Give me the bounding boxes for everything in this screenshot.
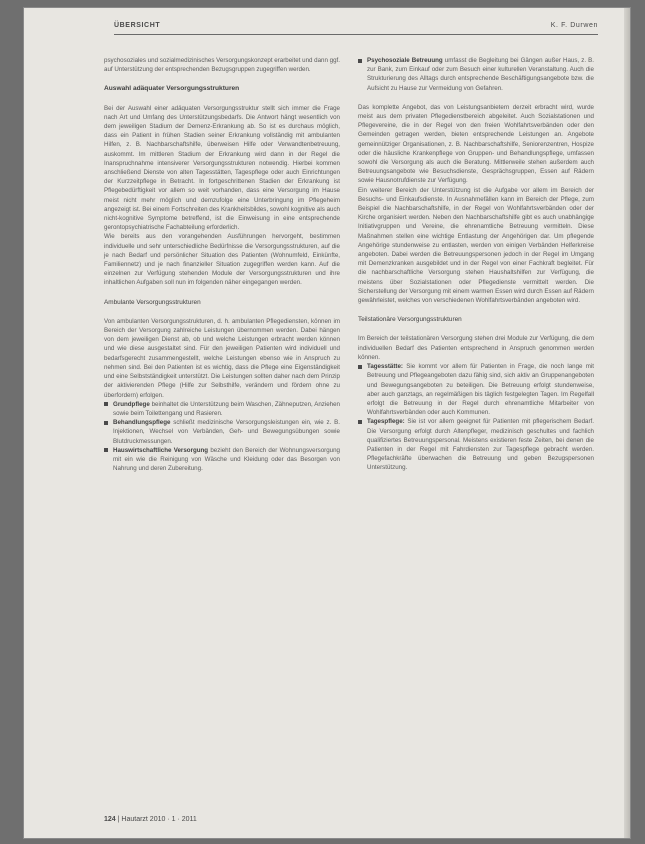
bullet-term: Psychosoziale Betreuung <box>367 57 443 64</box>
body-paragraph: Bei der Auswahl einer adäquaten Versorgungsstruktur stellt sich immer die Frage nach Art und Umfang des Unterstützungsbedarfs. Die Antwort hängt wesentlich von dem jeweiligen Stadium der Demenz-Erkrankung ab. So ist es durchaus möglich, dass ein Patient in frühen Stadien seiner Erkrankung vollständig mit ambulanten Hilfen, z. B. Nachbarschaftshilfe, überweisen Hilfe oder Verwandtenbetreuung, auskommt. Im mittleren Stadium der Erkrankung wird dann in der Regel die Inanspruchnahme intensiverer Versorgungsstrukturen notwendig. Hierbei kommen anschließend Dienste von alten Tagesstätten, Tagespflege oder auch Einrichtungen der Kurzzeitpflege in Betracht. In fortgeschrittenen Stadien der Erkrankung ist Pflegebedürftigkeit vor allem so weit vorhanden, dass eine Versorgung im Hause meist nicht mehr möglich und demzufolge eine Unterbringung im Pflegeheim angezeigt ist. Bei einem Fortschreiten des Krankheitsbildes, sowohl kognitive als auch nicht-kognitive Symptome betreffend, ist die Einweisung in eine entsprechende gerontopsychiatrische Fachabteilung erforderlich. <box>104 104 340 232</box>
bullet-square-icon <box>358 365 362 369</box>
author-label: K. F. Durwen <box>550 22 598 29</box>
bullet-term: Hauswirtschaftliche Versorgung <box>113 446 209 454</box>
subsection-heading: Ambulante Versorgungsstrukturen <box>104 298 201 306</box>
list-item <box>104 446 340 474</box>
bullet-square-icon <box>104 448 108 452</box>
left-column <box>104 56 340 473</box>
bullet-term: Tagespflege: <box>367 418 405 426</box>
page-footer: 124 | Hautarzt 2010 · 1 · 2011 <box>104 816 197 823</box>
list-item <box>104 400 340 418</box>
right-column <box>358 56 594 473</box>
list-item <box>358 362 594 417</box>
subsection-heading: Teilstationäre Versorgungsstrukturen <box>358 316 462 324</box>
journal-name: Hautarzt 2010 · 1 · 2011 <box>121 816 197 823</box>
bullet-text: schließt medizinische Versorgungsleistungen ein, wie z. B. Injektionen, Wechsel von Verbänden, Geh- und Bewegungsübungen sowie Blutdruckmessungen. <box>113 419 340 445</box>
section-label: ÜBERSICHT <box>114 22 161 29</box>
bullet-square-icon <box>358 59 362 63</box>
bullet-text: Sie ist vor allem geeignet für Patienten mit pflegerischem Bedarf. Die Versorgung erfolgt durch Altenpfleger, medizinisch geschultes und fachlich qualifiziertes Betreuungspersonal. Meistens existieren feste Zeiten, bei denen die Patienten in der Regel mit Fahrdiensten zur Tagespflege gebracht werden. Pflegefachkräfte überwachen die Betreuung und geben Bezugspersonen Unterstützung. <box>367 418 594 472</box>
section-heading: Auswahl adäquater Versorgungsstrukturen <box>104 85 240 93</box>
bullet-square-icon <box>358 420 362 424</box>
bullet-list <box>358 56 594 93</box>
intro-paragraph: psychosoziales und sozialmedizinisches Versorgungskonzept erarbeitet und dann ggf. auf Unterstützung der entsprechenden Bezugsgruppen zugegriffen werden. <box>104 57 340 74</box>
bullet-text: bezieht den Bereich der Wohnungsversorgung mit ein wie die Reinigung von Wäsche und Kleidung oder das Besorgen von Nahrung und deren Zubereitung. <box>113 446 340 473</box>
body-paragraph: Im Bereich der teilstationären Versorgung stehen drei Module zur Verfügung, die dem individuellen Bedarf des Patienten entsprechend in Anspruch genommen werden können. <box>358 335 594 361</box>
body-paragraph: Von ambulanten Versorgungsstrukturen, d. h. ambulanten Pflegediensten, können im Bereich der Versorgung zahlreiche Leistungen übernommen werden. Dabei hängen von dem jeweiligen Dienst ab, ob und welche Leistungen erbracht werden können und wie diese ausgestaltet sind. Für den jeweiligen Patienten wird individuell und bedarfsgerecht zusammengestellt, welche Leistungen ebenso wie in Anspruch zu nehmen sind. Bei den Patienten ist es wichtig, dass die Pflege eine Eigenständigkeit und eine Selbstständigkeit unterstützt. Die Leistungen sollten daher nach dem Prinzip der aktivierenden Pflege (Hilfe zur Selbsthilfe, verändern und fördern ohne zu überfordern) erfolgen. <box>104 317 340 399</box>
list-item <box>358 417 594 472</box>
body-paragraph: Ein weiterer Bereich der Unterstützung ist die Aufgabe vor allem im Bereich der Besuchs- und Einkaufsdienste. In Ausnahmefällen kann im Bereich der Pflege, zum Beispiel die Nachbarschaftshilfe, in der Regel von Wohlfahrtsverbänden oder der Kirche organisiert werden. Neben den Nachbarschaftshilfe gibt es auch unabhängige Initiativgruppen und Vereine, die ehrenamtliche Betreuung vermitteln. Diese Maßnahmen stellen eine wichtige Entlastung der Angehörigen dar. Um pflegende Angehörige stundenweise zu entlasten, werden von einigen Verbänden Helferkreise angeboten. Dabei werden die Betreuungspersonen jedoch in der Regel im Umgang mit Demenzkranken ausgebildet und in der Regel von einer Fachkraft begleitet. Für die nachbarschaftliche Versorgung stehen Haushaltshilfen zur Verfügung, die meistens über Sozialstationen oder Pflegedienste vermittelt werden. Die Sicherstellung der Versorgung mit einem warmen Essen wird durch Essen auf Rädern gewährleistet, welches von verschiedenen Wohlfahrtsverbänden angeboten wird. <box>358 186 594 305</box>
bullet-term: Grundpflege <box>113 400 150 408</box>
bullet-list <box>358 362 594 472</box>
running-header <box>114 20 598 35</box>
page-edge <box>624 8 630 838</box>
document-page <box>24 8 630 838</box>
body-paragraph: Das komplette Angebot, das von Leistungsanbietern derzeit erbracht wird, wurde meist aus dem privaten Pflegedienstbereich abgeleitet. Auch Sozialstationen und Pflegevereine, die in der Regel von den freien Wohlfahrtsverbänden oder den Gemeinden getragen werden, bieten entsprechende Leistungen an. Angebote gemeinnütziger Organisationen, z. B. Nachbarschaftshilfe, Seniorenzentren, Hospize oder die häusliche Krankenpflege von Gruppen- und Behandlungspflege, umfassen sowohl die Versorgung als auch die Beratung. Mittlerweile stehen außerdem auch Betreuungsangebote wie Besuchsdienste, Gesprächsgruppen, Essen auf Rädern sowie Hausnotrufdienste zur Verfügung. <box>358 103 594 185</box>
bullet-square-icon <box>104 402 108 406</box>
list-item <box>358 56 594 93</box>
bullet-text: beinhaltet die Unterstützung beim Waschen, Zähneputzen, Anziehen sowie beim Toilettengang und Rasieren. <box>113 400 340 417</box>
bullet-term: Tagesstätte: <box>367 363 403 371</box>
bullet-list <box>104 400 340 474</box>
bullet-text: umfasst die Begleitung bei Gängen außer Haus, z. B. zur Bank, zum Einkauf oder zum Besuch einer kulturellen Veranstaltung. Auch die Strukturierung des Alltags durch entsprechende Beschäftigungsangebote bzw. die Aufsicht zu Hause zur Vermeidung von Gefahren. <box>367 57 594 92</box>
body-paragraph: Wie bereits aus den vorangehenden Ausführungen hervorgeht, bestimmen individuelle und sehr unterschiedliche Bedürfnisse die Versorgungsstrukturen, auf die je nach Bedarf und persönlicher Situation des Patienten (Wohnumfeld, Einkünfte, Familiennetz) und je nach finanzieller Situation zugegriffen werden kann. Auf die einzelnen zur Verfügung stehenden Module der Versorgungsstrukturen und ihre inhaltlichen Aufgaben soll nun im folgenden näher eingegangen werden. <box>104 233 340 287</box>
bullet-square-icon <box>104 421 108 425</box>
bullet-text: Sie kommt vor allem für Patienten in Frage, die noch lange mit Betreuung und Pflegeangeboten dazu fähig sind, sich aktiv an Gruppenangeboten und Bewegungsangeboten zu beteiligen. Die Betreuung erfolgt stundenweise, aber auch ganztags, an regelmäßigen bis täglich festgelegten Tagen. Im Regelfall erfolgt die Betreuung in der Regel durch ehrenamtliche Mitarbeiter von Wohlfahrtsverbänden oder auch Kommunen. <box>367 363 594 417</box>
bullet-term: Behandlungspflege <box>113 419 171 427</box>
page-number: 124 <box>104 816 116 823</box>
list-item <box>104 418 340 446</box>
